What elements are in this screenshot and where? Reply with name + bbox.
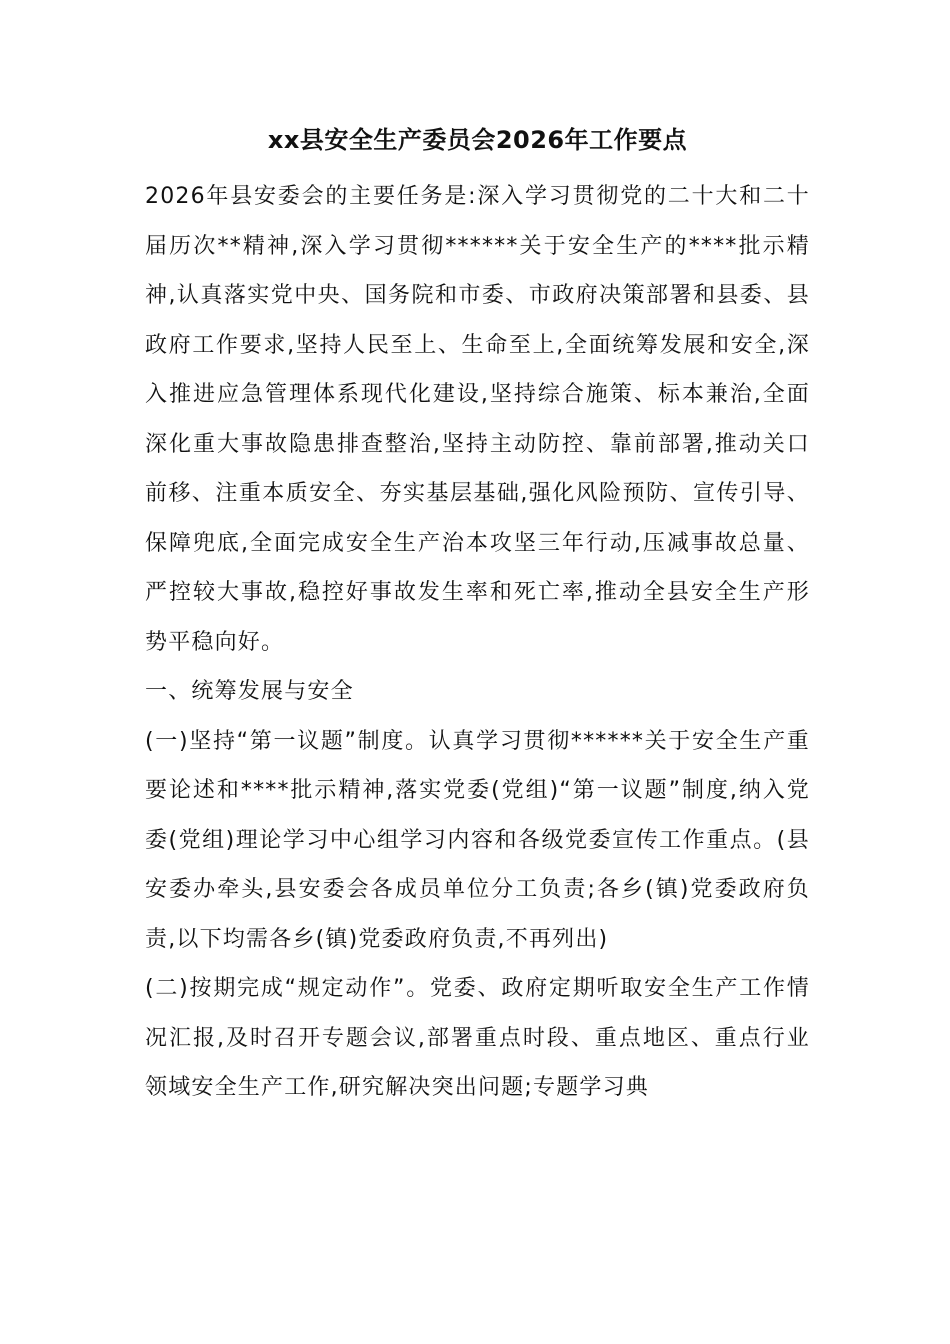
document-page [145,118,810,1113]
intro-paragraph: 2026年县安委会的主要任务是:深入学习贯彻党的二十大和二十届历次**精神,深入学习贯彻******关于安全生产的****批示精神,认真落实党中央、国务院和市委、市政府决策部署和县委、县政府工作要求,坚持人民至上、生命至上,全面统筹发展和安全,深入推进应急管理体系现代化建设,坚持综合施策、标本兼治,全面深化重大事故隐患排查整治,坚持主动防控、靠前部署,推动关口前移、注重本质安全、夯实基层基础,强化风险预防、宣传引导、保障兜底,全面完成安全生产治本攻坚三年行动,压减事故总量、严控较大事故,稳控好事故发生率和死亡率,推动全县安全生产形势平稳向好。 [145,184,810,655]
item-paragraph-1: (一)坚持“第一议题”制度。认真学习贯彻******关于安全生产重要论述和****批示精神,落实党委(党组)“第一议题”制度,纳入党委(党组)理论学习中心组学习内容和各级党委宣传工作重点。(县安委办牵头,县安委会各成员单位分工负责;各乡(镇)党委政府负责,以下均需各乡(镇)党委政府负责,不再列出) [145,728,810,952]
section-heading-1: 一、统筹发展与安全 [145,679,354,704]
document-title: xx县安全生产委员会2026年工作要点 [267,126,688,154]
item-paragraph-2: (二)按期完成“规定动作”。党委、政府定期听取安全生产工作情况汇报,及时召开专题会议,部署重点时段、重点地区、重点行业领域安全生产工作,研究解决突出问题;专题学习典 [145,976,810,1100]
